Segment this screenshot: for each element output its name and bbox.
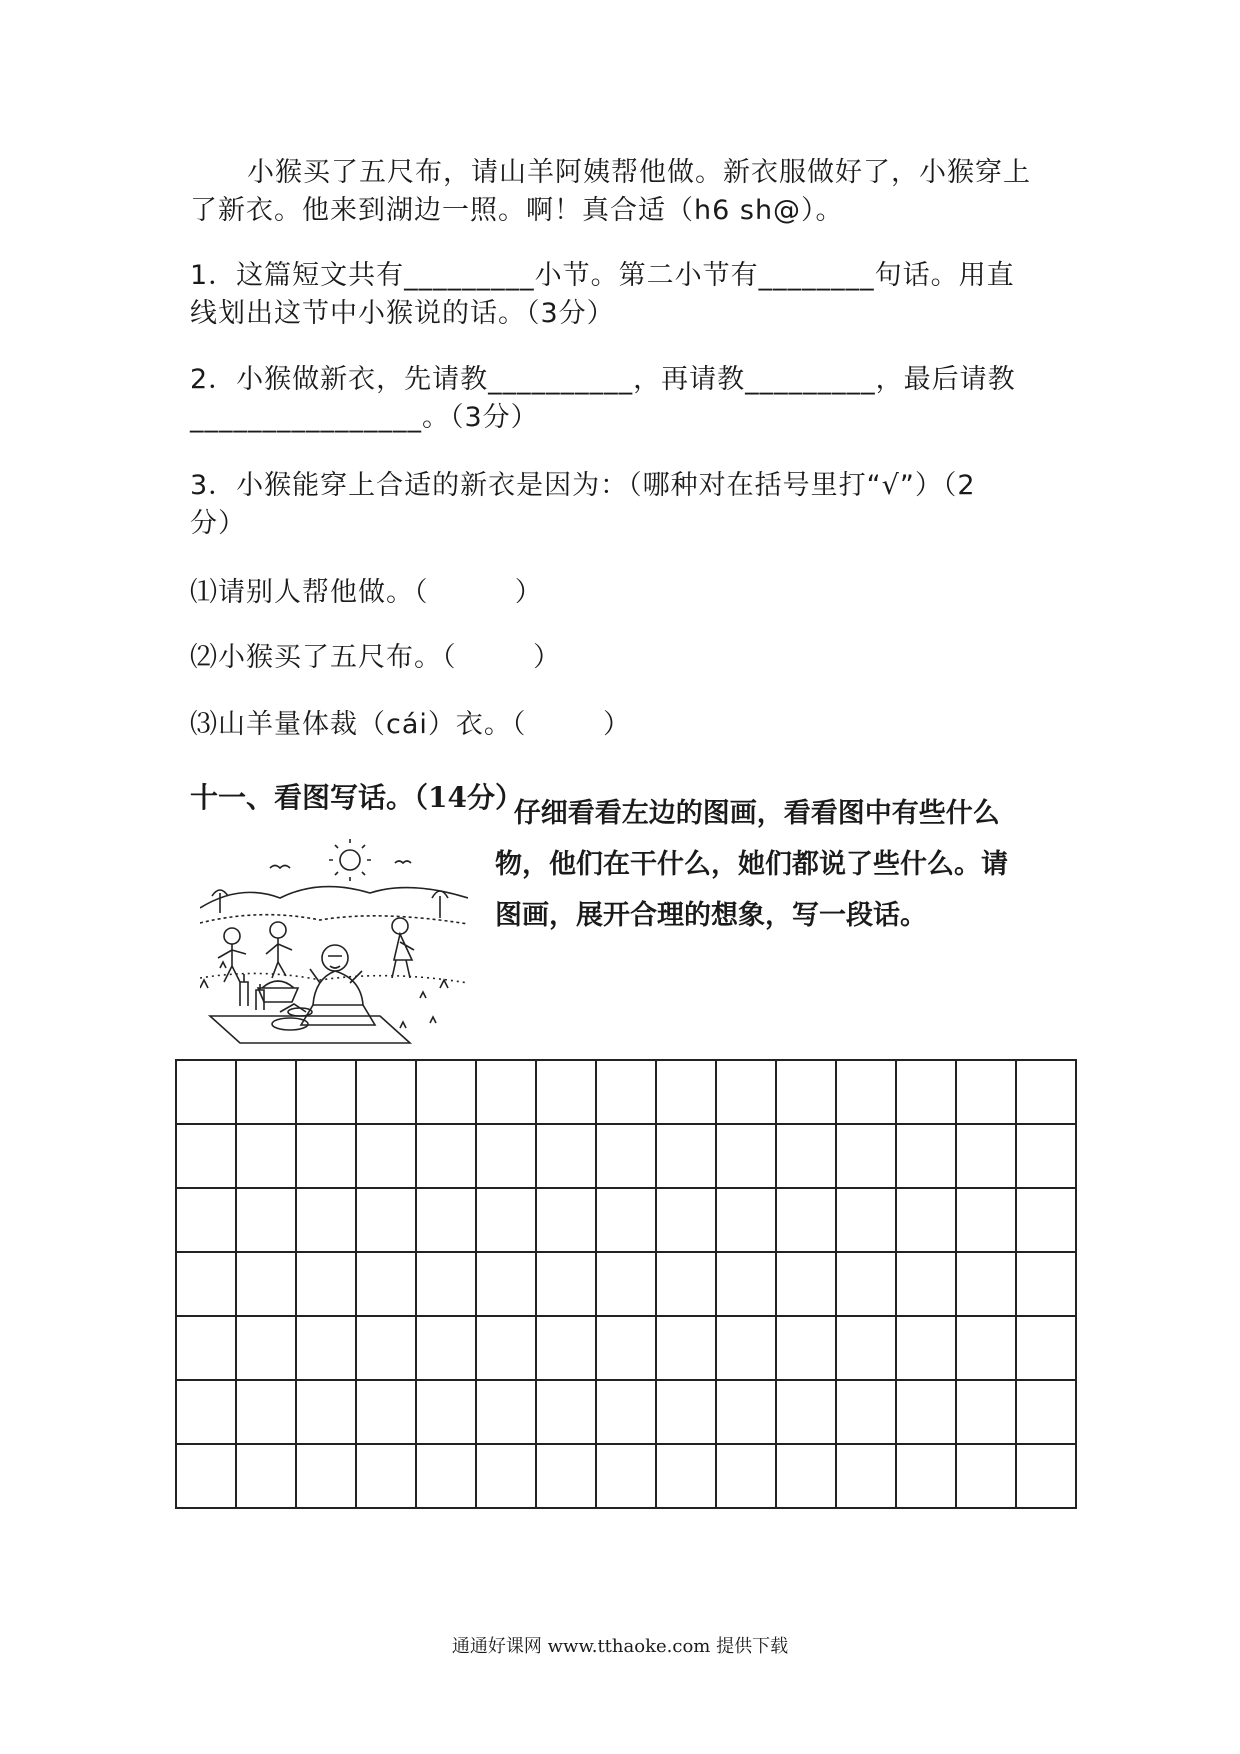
grid-cell[interactable]	[656, 1380, 716, 1444]
grid-cell[interactable]	[416, 1444, 476, 1508]
grid-row	[176, 1124, 1076, 1188]
grid-cell[interactable]	[1016, 1444, 1076, 1508]
grid-cell[interactable]	[716, 1060, 776, 1124]
grid-cell[interactable]	[176, 1188, 236, 1252]
option-1: ⑴请别人帮他做。（ ）	[190, 577, 543, 608]
grid-cell[interactable]	[296, 1316, 356, 1380]
grid-cell[interactable]	[476, 1444, 536, 1508]
footer-text: 通通好课网 www.tthaoke.com 提供下载	[451, 1636, 789, 1657]
grid-cell[interactable]	[596, 1060, 656, 1124]
grid-cell[interactable]	[896, 1380, 956, 1444]
passage-line-2: 了新衣。他来到湖边一照。啊！真合适（h6 sh@）。	[190, 195, 844, 226]
grid-cell[interactable]	[836, 1316, 896, 1380]
grid-cell[interactable]	[596, 1124, 656, 1188]
grid-cell[interactable]	[956, 1124, 1016, 1188]
writing-prompt-line-3: 图画，展开合理的想象，写一段话。	[495, 900, 927, 931]
grid-cell[interactable]	[776, 1188, 836, 1252]
grid-cell[interactable]	[176, 1252, 236, 1316]
grid-cell[interactable]	[476, 1188, 536, 1252]
grid-cell[interactable]	[776, 1316, 836, 1380]
grid-cell[interactable]	[716, 1252, 776, 1316]
question-2-line-1: 2．小猴做新衣，先请教__________，再请教_________，最后请教	[190, 364, 1016, 395]
grid-cell[interactable]	[296, 1188, 356, 1252]
grid-cell[interactable]	[776, 1444, 836, 1508]
grid-cell[interactable]	[356, 1444, 416, 1508]
grid-row	[176, 1060, 1076, 1124]
grid-cell[interactable]	[296, 1444, 356, 1508]
grid-cell[interactable]	[956, 1252, 1016, 1316]
grid-cell[interactable]	[1016, 1316, 1076, 1380]
grid-cell[interactable]	[836, 1444, 896, 1508]
grid-cell[interactable]	[896, 1316, 956, 1380]
grid-row	[176, 1316, 1076, 1380]
grid-cell[interactable]	[776, 1380, 836, 1444]
grid-cell[interactable]	[536, 1380, 596, 1444]
question-3-line-2: 分）	[190, 508, 246, 539]
grid-cell[interactable]	[176, 1060, 236, 1124]
grid-cell[interactable]	[956, 1060, 1016, 1124]
writing-grid	[175, 1059, 1077, 1509]
grid-cell[interactable]	[476, 1252, 536, 1316]
grid-cell[interactable]	[656, 1444, 716, 1508]
grid-cell[interactable]	[1016, 1124, 1076, 1188]
writing-prompt-line-1: 仔细看看左边的图画，看看图中有些什么	[495, 798, 1000, 829]
grid-cell[interactable]	[356, 1060, 416, 1124]
grid-cell[interactable]	[356, 1188, 416, 1252]
grid-cell[interactable]	[176, 1316, 236, 1380]
grid-cell[interactable]	[296, 1060, 356, 1124]
question-2-line-2: ________________。（3分）	[190, 402, 539, 433]
grid-cell[interactable]	[836, 1188, 896, 1252]
grid-cell[interactable]	[536, 1124, 596, 1188]
grid-cell[interactable]	[716, 1444, 776, 1508]
grid-cell[interactable]	[416, 1380, 476, 1444]
question-1-line-1: 1．这篇短文共有_________小节。第二小节有________句话。用直	[190, 260, 1015, 291]
grid-cell[interactable]	[176, 1444, 236, 1508]
grid-cell[interactable]	[716, 1188, 776, 1252]
grid-cell[interactable]	[476, 1060, 536, 1124]
grid-cell[interactable]	[236, 1188, 296, 1252]
grid-cell[interactable]	[1016, 1060, 1076, 1124]
option-3: ⑶山羊量体裁（cái）衣。（ ）	[190, 709, 632, 740]
picnic-illustration	[200, 838, 468, 1048]
grid-cell[interactable]	[356, 1124, 416, 1188]
grid-cell[interactable]	[1016, 1252, 1076, 1316]
grid-cell[interactable]	[596, 1380, 656, 1444]
grid-cell[interactable]	[476, 1316, 536, 1380]
grid-cell[interactable]	[176, 1124, 236, 1188]
grid-cell[interactable]	[836, 1380, 896, 1444]
grid-cell[interactable]	[836, 1060, 896, 1124]
grid-cell[interactable]	[716, 1316, 776, 1380]
grid-cell[interactable]	[356, 1316, 416, 1380]
grid-row	[176, 1380, 1076, 1444]
grid-cell[interactable]	[236, 1380, 296, 1444]
grid-cell[interactable]	[776, 1060, 836, 1124]
grid-cell[interactable]	[776, 1252, 836, 1316]
grid-cell[interactable]	[236, 1060, 296, 1124]
grid-cell[interactable]	[656, 1316, 716, 1380]
grid-cell[interactable]	[476, 1380, 536, 1444]
grid-cell[interactable]	[1016, 1188, 1076, 1252]
grid-cell[interactable]	[236, 1124, 296, 1188]
grid-cell[interactable]	[596, 1252, 656, 1316]
passage-line-1: 小猴买了五尺布，请山羊阿姨帮他做。新衣服做好了，小猴穿上	[247, 157, 1031, 188]
grid-cell[interactable]	[236, 1252, 296, 1316]
grid-cell[interactable]	[416, 1316, 476, 1380]
writing-prompt-line-2: 物，他们在干什么，她们都说了些什么。请	[495, 849, 1008, 880]
grid-cell[interactable]	[596, 1188, 656, 1252]
grid-cell[interactable]	[836, 1124, 896, 1188]
grid-cell[interactable]	[716, 1124, 776, 1188]
grid-cell[interactable]	[656, 1252, 716, 1316]
grid-cell[interactable]	[896, 1444, 956, 1508]
grid-cell[interactable]	[596, 1444, 656, 1508]
grid-cell[interactable]	[656, 1188, 716, 1252]
grid-cell[interactable]	[896, 1060, 956, 1124]
grid-cell[interactable]	[356, 1380, 416, 1444]
grid-cell[interactable]	[896, 1124, 956, 1188]
grid-cell[interactable]	[176, 1380, 236, 1444]
grid-cell[interactable]	[836, 1252, 896, 1316]
grid-cell[interactable]	[956, 1444, 1016, 1508]
grid-cell[interactable]	[416, 1252, 476, 1316]
grid-cell[interactable]	[536, 1316, 596, 1380]
question-3-line-1: 3．小猴能穿上合适的新衣是因为：（哪种对在括号里打“√”）（2	[190, 470, 976, 501]
option-2: ⑵小猴买了五尺布。（ ）	[190, 642, 562, 673]
grid-cell[interactable]	[536, 1188, 596, 1252]
grid-cell[interactable]	[956, 1188, 1016, 1252]
section-11-heading: 十一、看图写话。（14分）	[190, 781, 523, 814]
grid-cell[interactable]	[236, 1316, 296, 1380]
grid-cell[interactable]	[596, 1316, 656, 1380]
grid-cell[interactable]	[716, 1380, 776, 1444]
grid-row	[176, 1188, 1076, 1252]
grid-cell[interactable]	[536, 1252, 596, 1316]
grid-cell[interactable]	[1016, 1380, 1076, 1444]
grid-cell[interactable]	[236, 1444, 296, 1508]
grid-cell[interactable]	[536, 1444, 596, 1508]
grid-row	[176, 1252, 1076, 1316]
grid-cell[interactable]	[896, 1252, 956, 1316]
grid-cell[interactable]	[296, 1380, 356, 1444]
grid-cell[interactable]	[416, 1124, 476, 1188]
grid-cell[interactable]	[416, 1060, 476, 1124]
grid-cell[interactable]	[956, 1316, 1016, 1380]
grid-cell[interactable]	[536, 1060, 596, 1124]
grid-cell[interactable]	[656, 1060, 716, 1124]
grid-cell[interactable]	[476, 1124, 536, 1188]
grid-cell[interactable]	[896, 1188, 956, 1252]
grid-cell[interactable]	[296, 1124, 356, 1188]
grid-cell[interactable]	[776, 1124, 836, 1188]
grid-row	[176, 1444, 1076, 1508]
grid-cell[interactable]	[416, 1188, 476, 1252]
grid-cell[interactable]	[356, 1252, 416, 1316]
grid-cell[interactable]	[956, 1380, 1016, 1444]
grid-cell[interactable]	[656, 1124, 716, 1188]
grid-cell[interactable]	[296, 1252, 356, 1316]
question-1-line-2: 线划出这节中小猴说的话。（3分）	[190, 298, 615, 329]
